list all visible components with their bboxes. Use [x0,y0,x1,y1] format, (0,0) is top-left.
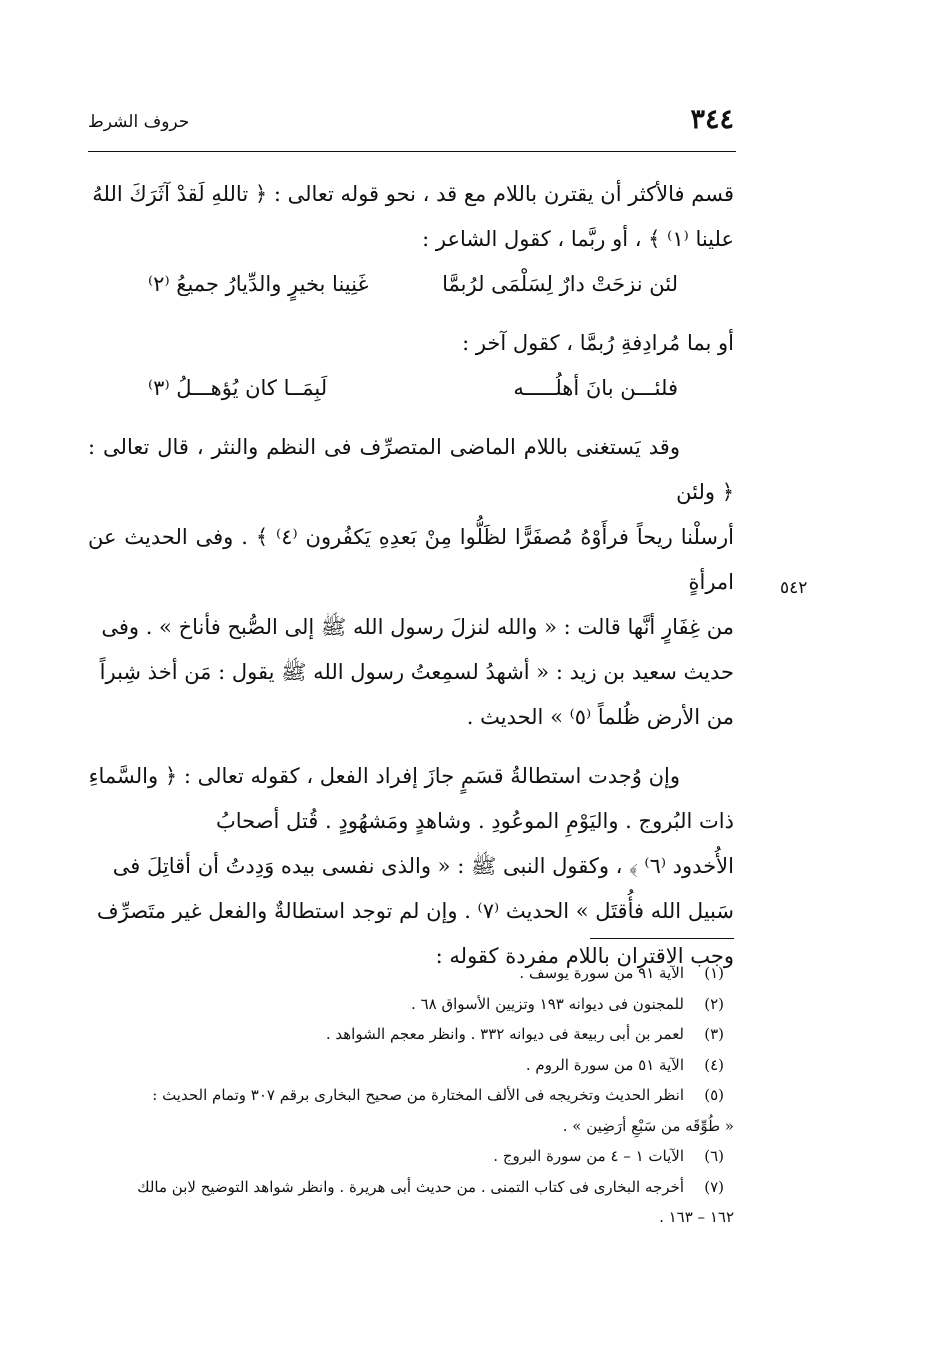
text-line: الأُخدود ⁽٦⁾ ﴾ ، وكقول النبى ﷺ : « والذى نفسى بيده وَدِدتُ أن أقاتِلَ فى [112,854,734,878]
footnote-text: انظر الحديث وتخريجه فى الألف المختارة من صحيح البخارى برقم ٣٠٧ وتمام الحديث : [152,1086,684,1104]
running-title: حروف الشرط [88,112,190,132]
footnote-number: (٥) [704,1086,724,1104]
footnote-text: للمجنون فى ديوانه ١٩٣ وتزيين الأسواق ٦٨ . [411,994,684,1013]
poetry-verse [148,262,678,307]
footnote-text: « طُوِّقَه من سَبْعِ أرَضِين » . [562,1116,734,1135]
text-line: من الأرض ظُلماً ⁽٥⁾ » الحديث . [466,705,734,729]
footnote-text: الآية ٥١ من سورة الروم . [525,1055,684,1074]
footnote-number: (٧) [704,1177,724,1196]
text-line: أرسلْنا ريحاً فرأَوْهُ مُصفَرًّا لظَلُّوا مِنْ بَعدِهِ يَكفُرون ⁽٤⁾ ﴾ . وفى الحديث عن امرأةٍ [88,525,734,594]
text-line: أو بما مُرادِفةِ رُبمَّا ، كقول آخر : [462,331,734,355]
header-rule [88,151,736,152]
verse-second-hemistich: لَبِمَــا كان يُؤهـــلُ ⁽٣⁾ [148,376,328,400]
text-line: قسم فالأكثر أن يقترن باللام مع قد ، نحو قوله تعالى : ﴿ تاللهِ لَقدْ آثَرَكَ اللهُ [92,182,734,206]
footnote-number: (١) [704,964,724,982]
verse-first-hemistich: لئن نزحَتْ دارٌ لِسَلْمَى لرُبمَّا [442,272,678,296]
footnote-text: أخرجه البخارى فى كتاب التمنى . من حديث أبى هريرة . وانظر شواهد التوضيح لابن مالك [137,1177,684,1196]
footnote-text: الآيات ١ – ٤ من سورة البروج . [493,1147,684,1165]
footnote-text: ١٦٢ – ١٦٣ . [659,1208,734,1226]
footnote-number: (٦) [704,1147,724,1165]
verse-second-hemistich: غَنِينا بخيرٍ والدِّيارُ جميعُ ⁽٢⁾ [148,272,369,296]
footnote [88,1019,734,1050]
footnote-rule [590,938,734,939]
text-line: ذات البُروج . واليَوْمِ الموعُودِ . وشاهدٍ ومَشهُودٍ . قُتل أصحابُ [215,809,734,833]
poetry-verse [148,366,678,411]
footnote [88,958,734,989]
footnote-continuation [88,1202,734,1233]
text-line: علينا ⁽١⁾ ﴾ ، أو ربَّما ، كقول الشاعر : [422,227,734,251]
page-number: ٣٤٤ [690,104,734,135]
main-text [88,172,734,979]
footnote [88,989,734,1020]
footnote [88,1141,734,1172]
text-line: وقد يَستغنى باللام الماضى المتصرِّف فى النظم والنثر ، قال تعالى : ﴿ ولئن [88,435,734,504]
page-header [88,104,734,144]
footnote [88,1050,734,1081]
verse-first-hemistich: فلئـــن بانَ أهلُـــــه [513,376,678,400]
text-line: من غِفَارٍ أنَّها قالت : « والله لنزلَ رسول الله ﷺ إلى الصُّبح فأناخ » . وفى [101,615,734,639]
footnote-text: لعمر بن أبى ربيعة فى ديوانه ٣٣٢ . وانظر معجم الشواهد . [325,1025,684,1043]
footnote-number: (٢) [704,994,724,1013]
margin-reference-number: ٥٤٢ [780,578,808,598]
footnote-continuation [88,1111,734,1142]
text-line: حديث سعيد بن زيد : « أشهدُ لسمِعتُ رسول الله ﷺ يقول : مَن أخذ شِبراً [99,660,734,684]
footnote-number: (٤) [704,1055,724,1074]
footnote-number: (٣) [704,1025,724,1043]
text-line: وإن وُجدت استطالةُ قسَمٍ جازَ إفراد الفعل ، كقوله تعالى : ﴿ والسَّماءِ [88,764,680,788]
text-line: سَبيل الله فأُقتَل » الحديث ⁽٧⁾ . وإن لم توجد استطالةٌ والفعل غير متَصرِّف [96,899,734,923]
footnote-text: الآية ٩١ من سورة يوسف . [519,964,684,982]
text-line: وجب الاقتران باللام مفردة كقوله : [435,944,734,968]
footnotes [88,958,734,1233]
footnote [88,1080,734,1111]
footnote [88,1172,734,1203]
